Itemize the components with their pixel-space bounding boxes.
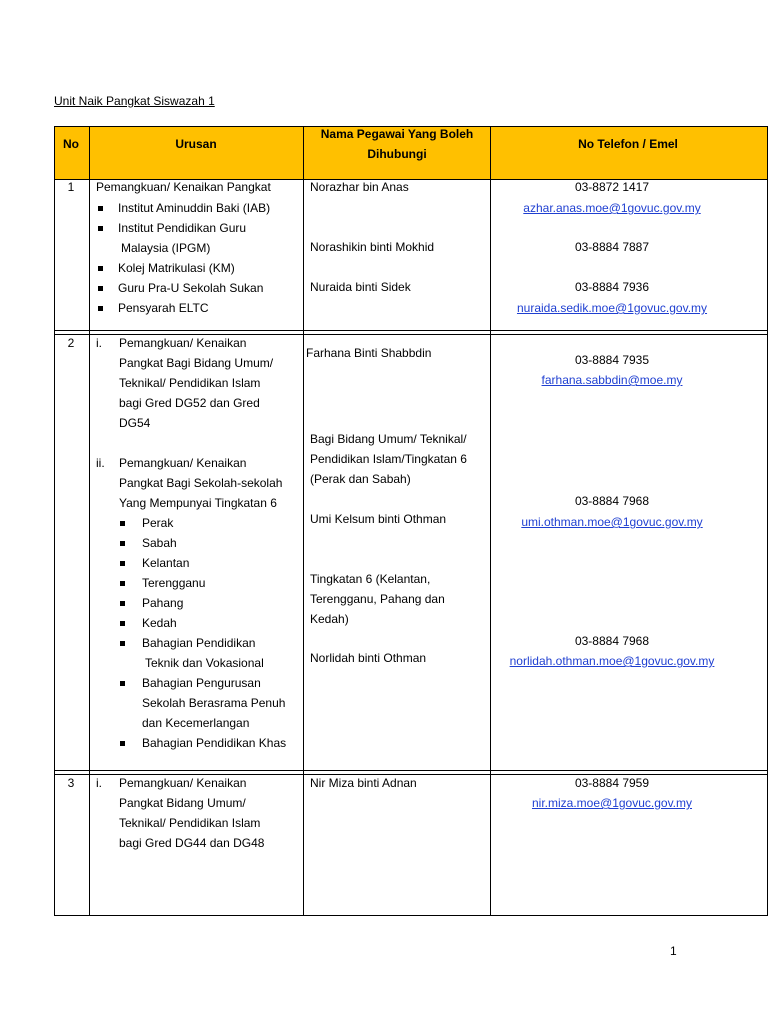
row-2-contact-2-phone: 03-8884 7968 [574,494,650,508]
row-2-contact-2-name: Umi Kelsum binti Othman [310,512,447,526]
row-1-bullet-text-4: Kolej Matrikulasi (KM) [118,261,235,275]
row-1-bullet-text-1: Institut Aminuddin Baki (IAB) [118,201,271,215]
row-2-no: 2 [67,336,75,350]
row-3-item-i-number: i. [96,776,102,790]
table-border-bottom [54,915,768,916]
row-1-no: 1 [67,180,75,194]
row-2-group-b-line-3: Kedah) [310,612,349,626]
row-2-bottom [54,770,768,771]
row-3-item-i-line-2: Pangkat Bidang Umum/ [119,796,246,810]
row-2-sub-bullet-7 [120,641,125,646]
header-urusan: Urusan [175,137,217,151]
header-telefon: No Telefon / Emel [578,137,678,151]
row-1-contact-1-phone: 03-8872 1417 [574,180,650,194]
row-1-bullet-text-2: Institut Pendidikan Guru [118,221,247,235]
row-1-bullet-1 [98,206,103,211]
row-3-item-i-line-1: Pemangkuan/ Kenaikan [119,776,247,790]
row-2-sub-bullet-text-11: dan Kecemerlangan [142,716,250,730]
row-2-item-i-number: i. [96,336,102,350]
row-2-group-a-line-2: Pendidikan Islam/Tingkatan 6 [310,452,467,466]
col-border-left [54,126,55,916]
row-2-sub-bullet-9 [120,681,125,686]
row-2-contact-2-email[interactable]: umi.othman.moe@1govuc.gov.my [521,515,703,529]
row-2-sub-bullet-6 [120,621,125,626]
row-2-sub-bullet-text-8: Teknik dan Vokasional [145,656,264,670]
row-3-item-i-line-3: Teknikal/ Pendidikan Islam [119,816,261,830]
row-2-sub-bullet-text-7: Bahagian Pendidikan [142,636,256,650]
header-nama-line-1: Nama Pegawai Yang Boleh [320,127,474,141]
row-2-item-ii-line-2: Pangkat Bagi Sekolah-sekolah [119,476,283,490]
row-2-group-a-line-1: Bagi Bidang Umum/ Teknikal/ [310,432,467,446]
row-3-no: 3 [67,776,75,790]
row-2-sub-bullet-text-6: Kedah [142,616,177,630]
row-3-contact-name: Nir Miza binti Adnan [310,776,417,790]
row-1-bullet-6 [98,306,103,311]
row-1-bullet-5 [98,286,103,291]
row-2-contact-3-email[interactable]: norlidah.othman.moe@1govuc.gov.my [509,654,715,668]
row-2-sub-bullet-text-1: Perak [142,516,174,530]
row-2-contact-1-email[interactable]: farhana.sabbdin@moe.my [541,373,683,387]
row-2-group-b-line-1: Tingkatan 6 (Kelantan, [310,572,431,586]
row-1-bullet-text-6: Pensyarah ELTC [118,301,209,315]
row-2-sub-bullet-text-5: Pahang [142,596,184,610]
row-1-bullet-text-3: Malaysia (IPGM) [121,241,211,255]
row-2-item-i-line-2: Pangkat Bagi Bidang Umum/ [119,356,274,370]
row-2-item-ii-number: ii. [96,456,105,470]
row-3-contact-phone: 03-8884 7959 [574,776,650,790]
row-1-bullet-4 [98,266,103,271]
col-border-2 [303,126,304,916]
col-border-1 [89,126,90,916]
row-2-sub-bullet-text-4: Terengganu [142,576,206,590]
row-2-item-i-line-5: DG54 [119,416,151,430]
row-2-sub-bullet-1 [120,521,125,526]
row-1-bottom [54,330,768,331]
row-2-item-ii-line-3: Yang Mempunyai Tingkatan 6 [119,496,277,510]
row-2-sub-bullet-text-10: Sekolah Berasrama Penuh [142,696,286,710]
row-1-contact-3-name: Nuraida binti Sidek [310,280,411,294]
col-border-3 [490,126,491,916]
row-2-sub-bullet-5 [120,601,125,606]
row-1-contact-3-phone: 03-8884 7936 [574,280,650,294]
row-2-sub-bullet-text-12: Bahagian Pendidikan Khas [142,736,287,750]
row-2-contact-3-phone: 03-8884 7968 [574,634,650,648]
row-2-sub-bullet-2 [120,541,125,546]
header-nama-line-2: Dihubungi [367,147,427,161]
row-2-sub-bullet-12 [120,741,125,746]
page-number: 1 [670,944,677,958]
row-2-sub-bullet-text-9: Bahagian Pengurusan [142,676,261,690]
row-1-contact-1-email[interactable]: azhar.anas.moe@1govuc.gov.my [523,201,701,215]
row-2-item-i-line-4: bagi Gred DG52 dan Gred [119,396,260,410]
header-no: No [63,137,79,151]
row-2-group-a-line-3: (Perak dan Sabah) [310,472,411,486]
row-2-sub-bullet-3 [120,561,125,566]
row-2-sub-bullet-text-2: Sabah [142,536,177,550]
row-1-contact-3-email[interactable]: nuraida.sedik.moe@1govuc.gov.my [516,301,708,315]
row-2-contact-3-name: Norlidah binti Othman [310,651,427,665]
row-3-item-i-line-4: bagi Gred DG44 dan DG48 [119,836,265,850]
page-title: Unit Naik Pangkat Siswazah 1 [54,94,215,108]
row-2-sub-bullet-4 [120,581,125,586]
row-1-urusan-title: Pemangkuan/ Kenaikan Pangkat [96,180,271,194]
row-1-bullet-text-5: Guru Pra-U Sekolah Sukan [118,281,264,295]
row-2-group-b-line-2: Terengganu, Pahang dan [310,592,445,606]
row-1-contact-2-phone: 03-8884 7887 [574,240,650,254]
row-2-sub-bullet-text-3: Kelantan [142,556,190,570]
row-1-contact-2-name: Norashikin binti Mokhid [310,240,435,254]
row-2-contact-1-name: Farhana Binti Shabbdin [306,346,432,360]
row-3-contact-email[interactable]: nir.miza.moe@1govuc.gov.my [531,796,693,810]
row-2-item-i-line-1: Pemangkuan/ Kenaikan [119,336,247,350]
row-1-bullet-2 [98,226,103,231]
row-1-contact-1-name: Norazhar bin Anas [310,180,409,194]
row-2-item-ii-line-1: Pemangkuan/ Kenaikan [119,456,247,470]
row-2-contact-1-phone: 03-8884 7935 [574,353,650,367]
row-2-item-i-line-3: Teknikal/ Pendidikan Islam [119,376,261,390]
